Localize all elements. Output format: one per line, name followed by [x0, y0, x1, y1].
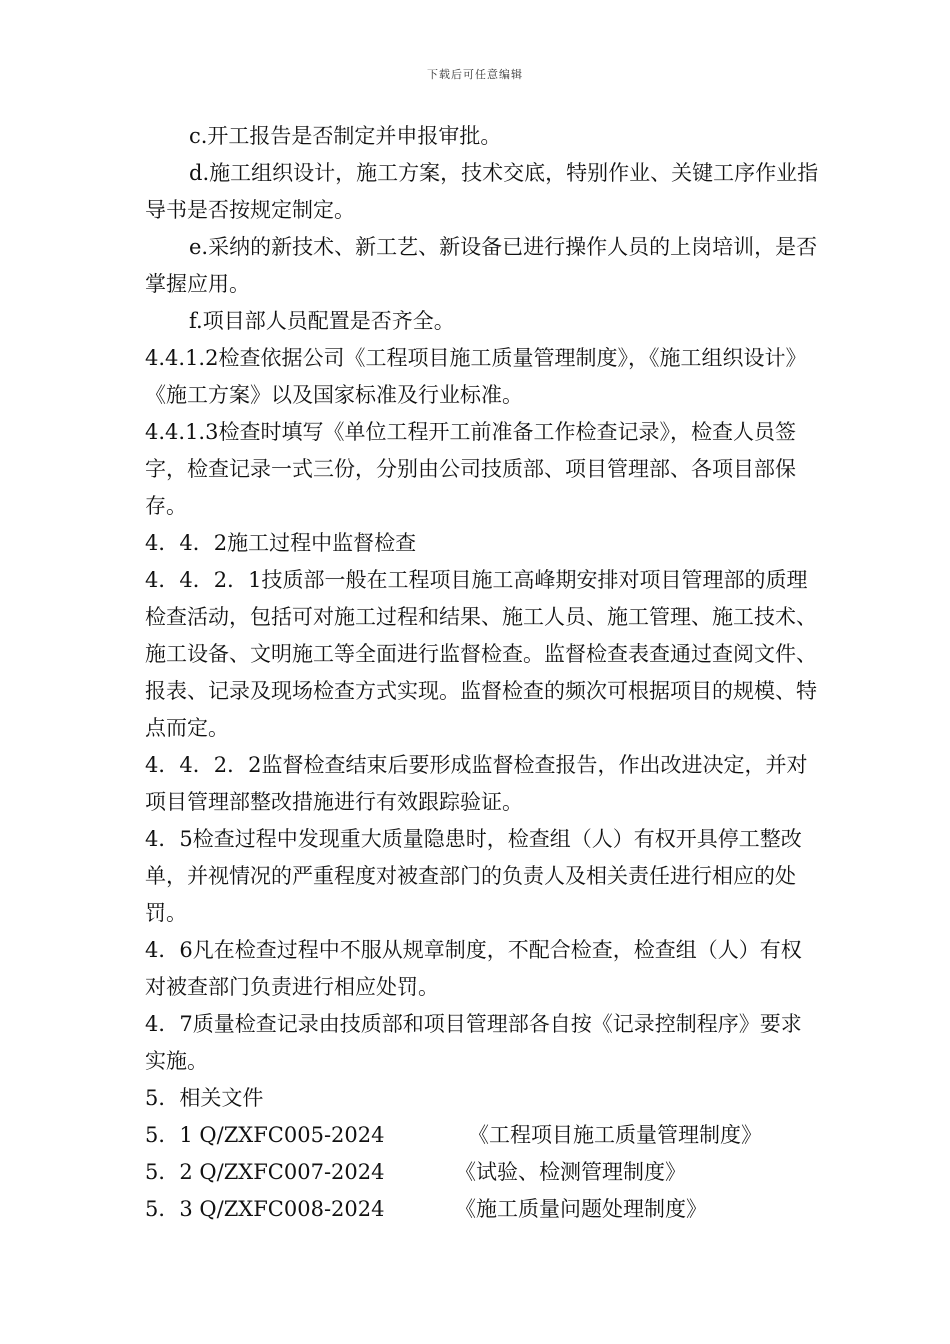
reference-code: 5．3 Q/ZXFC008-2024 [145, 1197, 385, 1221]
reference-code: 5．1 Q/ZXFC005-2024 [145, 1123, 385, 1147]
reference-title: 《工程项目施工质量管理制度》 [468, 1123, 762, 1147]
paragraph-4-6: 4．6凡在检查过程中不服从规章制度，不配合检查，检查组（人）有权对被查部门负责进行相应处罚。 [145, 938, 802, 999]
paragraph-4-4-1-3: 4.4.1.3检查时填写《单位工程开工前准备工作检查记录》，检查人员签字，检查记录一式三份，分别由公司技质部、项目管理部、各项目部保存。 [145, 420, 796, 518]
paragraph-item-f: f.项目部人员配置是否齐全。 [189, 309, 455, 333]
reference-row [145, 1191, 820, 1228]
section-heading-4-4-2: 4．4．2施工过程中监督检查 [145, 531, 417, 555]
reference-title: 《试验、检测管理制度》 [455, 1160, 686, 1184]
paragraph-4-7: 4．7质量检查记录由技质部和项目管理部各自按《记录控制程序》要求实施。 [145, 1012, 802, 1073]
paragraph-item-d: d.施工组织设计，施工方案，技术交底，特别作业、关键工序作业指导书是否按规定制定。 [145, 161, 819, 222]
reference-code: 5．2 Q/ZXFC007-2024 [145, 1160, 385, 1184]
paragraph-item-e: e.采纳的新技术、新工艺、新设备已进行操作人员的上岗培训，是否掌握应用。 [145, 235, 818, 296]
section-heading-5: 5．相关文件 [145, 1086, 264, 1110]
reference-title: 《施工质量问题处理制度》 [455, 1197, 707, 1221]
paragraph-item-c: c.开工报告是否制定并申报审批。 [189, 124, 502, 148]
paragraph-4-4-2-2: 4．4．2．2监督检查结束后要形成监督检查报告，作出改进决定，并对项目管理部整改措施进行有效跟踪验证。 [145, 753, 808, 814]
reference-row [145, 1117, 820, 1154]
paragraph-4-5: 4．5检查过程中发现重大质量隐患时，检查组（人）有权开具停工整改单，并视情况的严重程度对被查部门的负责人及相关责任进行相应的处罚。 [145, 827, 802, 925]
header-note: 下载后可任意编辑 [427, 68, 523, 81]
paragraph-4-4-2-1: 4．4．2．1技质部一般在工程项目施工高峰期安排对项目管理部的质理检查活动，包括可对施工过程和结果、施工人员、施工管理、施工技术、施工设备、文明施工等全面进行监督检查。监督检查表查通过查阅文件、报表、记录及现场检查方式实现。监督检查的频次可根据项目的规模、特点而定。 [145, 568, 817, 740]
paragraph-4-4-1-2: 4.4.1.2检查依据公司《工程项目施工质量管理制度》，《施工组织设计》《施工方案》以及国家标准及行业标准。 [145, 346, 807, 407]
document-body [145, 118, 820, 1228]
reference-row [145, 1154, 820, 1191]
